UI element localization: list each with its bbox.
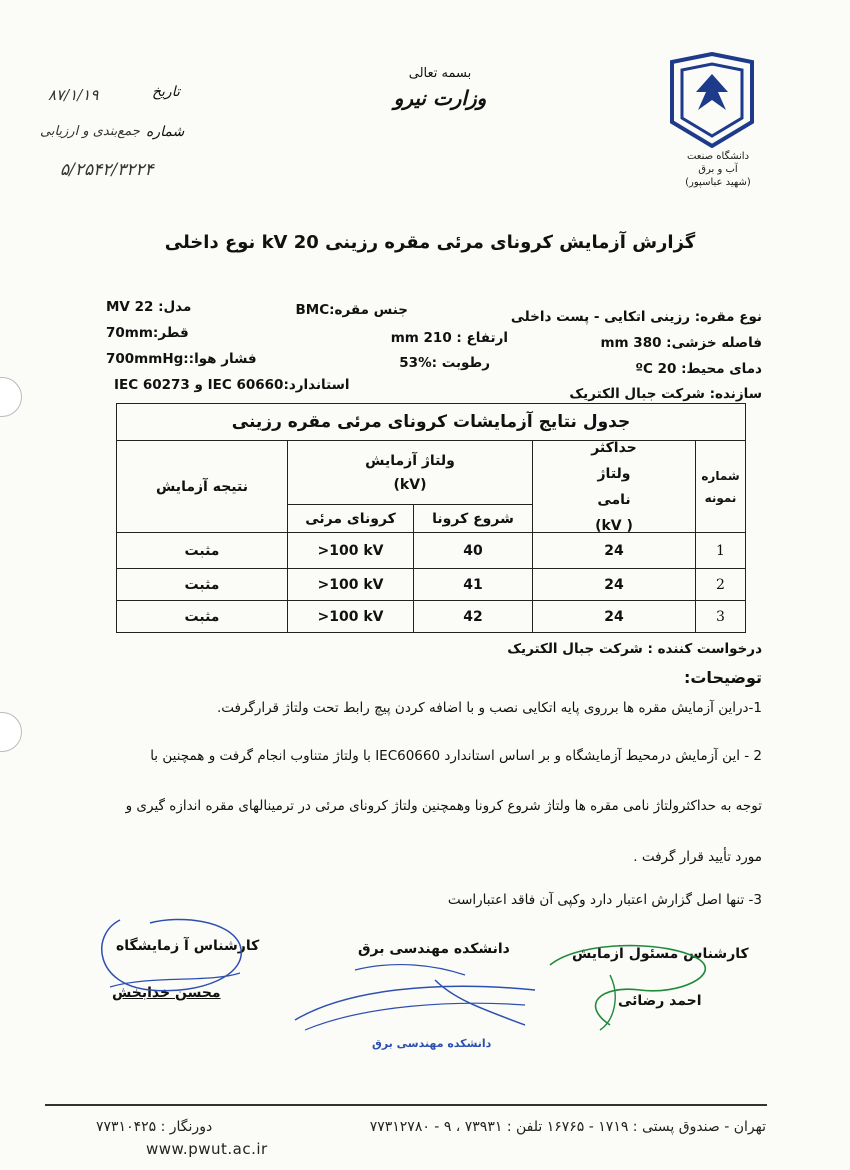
- notes-title: توضیحات:: [683, 668, 762, 687]
- humidity: رطوبت :%53: [399, 355, 490, 371]
- footer-divider: [45, 1104, 767, 1106]
- university-name-text: دانشگاه صنعت آب و برق: [686, 151, 750, 175]
- cell-sample-number: 3: [716, 608, 725, 625]
- cell-corona-onset: 40: [463, 542, 483, 559]
- header-test-result: نتیجه آزمایش: [156, 478, 248, 495]
- header-max-voltage: [533, 441, 695, 532]
- insulator-material: جنس مقره:BMC: [295, 302, 408, 318]
- lab-expert-signature-icon: [90, 905, 260, 1015]
- note-2-end: مورد تأیید قرار گرفت .: [633, 849, 762, 865]
- report-title: گزارش آزمایش کرونای مرئی مقره رزینی 20 kV نوع داخلی: [164, 232, 696, 253]
- responsible-expert-name: احمد رضائی: [618, 993, 702, 1009]
- responsible-expert-title: کارشناس مسئول آزمایش: [572, 946, 749, 962]
- punch-hole: [0, 377, 22, 417]
- university-logo-icon: [668, 52, 756, 148]
- header-sample-number: شماره نمونه: [701, 468, 740, 505]
- cell-sample-number: 1: [716, 542, 725, 559]
- cell-sample-number: 2: [716, 576, 725, 593]
- insulator-type: نوع مقره: رزینی اتکایی - پست داخلی: [510, 309, 762, 325]
- date-label: تاریخ: [152, 84, 180, 100]
- note-2: 2 - این آزمایش درمحیط آزمایشگاه و بر اساس استاندارد IEC60660 با ولتاژ متناوب انجام گرفت و همچنین با: [150, 748, 762, 764]
- header-corona-onset: شروع کرونا: [432, 510, 514, 527]
- number-value: جمع‌بندی و ارزیابی: [40, 124, 140, 139]
- cell-test-result: مثبت: [184, 608, 220, 625]
- header-test-voltage-label: ولتاژ آزمایش: [365, 452, 455, 469]
- header-test-voltage-unit: (kV): [393, 476, 427, 493]
- cell-visible-corona: >100 kV: [317, 608, 384, 625]
- table-caption: جدول نتایج آزمایشات کرونای مرئی مقره رزینی: [231, 412, 631, 432]
- cell-corona-onset: 41: [463, 576, 483, 593]
- responsible-signature-icon: [540, 935, 740, 1035]
- footer-website[interactable]: www.pwut.ac.ir: [146, 1140, 268, 1158]
- cell-max-voltage: 24: [604, 608, 624, 625]
- university-subtitle: (شهید عباسپور): [685, 177, 751, 188]
- creepage-distance: فاصله خزشی: 380 mm: [600, 335, 762, 351]
- note-3: 3- تنها اصل گزارش اعتبار دارد وکپی آن فاقد اعتباراست: [447, 892, 762, 908]
- header-max-voltage-label: حداکثر ولتاژ نامی: [591, 439, 637, 508]
- cell-max-voltage: 24: [604, 542, 624, 559]
- reference-number: ۵/۲۵۴۲/۳۲۲۴: [60, 160, 154, 180]
- cell-visible-corona: >100 kV: [317, 576, 384, 593]
- ambient-temperature: دمای محیط: 20 ºC: [635, 361, 762, 377]
- header-max-voltage-unit: (kV ): [595, 517, 633, 534]
- footer-fax: دورنگار : ۷۷۳۱۰۴۲۵: [96, 1119, 213, 1135]
- ministry-name: وزارت نیرو: [393, 86, 487, 110]
- lab-expert-name: محسن خدابخش: [112, 985, 221, 1001]
- height: ارتفاع : 210 mm: [390, 330, 508, 346]
- header-test-voltage: [288, 441, 532, 504]
- requester: درخواست کننده : شرکت جبال الکتریک: [507, 641, 762, 657]
- header-visible-corona: کرونای مرئی: [305, 510, 396, 527]
- date-value: ۸۷/۱/۱۹: [48, 86, 99, 104]
- note-2-cont: توجه به حداکثرولتاژ نامی مقره ها ولتاژ شروع کرونا وهمچنین ولتاژ کرونای مرئی در ترمینالهای مقره اندازه گیری و: [125, 798, 762, 814]
- punch-hole: [0, 712, 22, 752]
- basmala: بسمه تعالی: [408, 66, 472, 81]
- cell-test-result: مثبت: [184, 542, 220, 559]
- footer-address: تهران - صندوق پستی : ۱۷۱۹ - ۱۶۷۶۵ تلفن : ۷۳۹۳۱ ، ۹ - ۷۷۳۱۲۷۸۰: [369, 1119, 766, 1135]
- number-label: شماره: [146, 124, 185, 140]
- university-name: [680, 150, 756, 189]
- cell-corona-onset: 42: [463, 608, 483, 625]
- model: مدل: MV 22: [106, 299, 192, 315]
- cell-visible-corona: >100 kV: [317, 542, 384, 559]
- faculty-title: دانشکده مهندسی برق: [358, 941, 510, 957]
- cell-test-result: مثبت: [184, 576, 220, 593]
- results-table: [116, 403, 746, 633]
- note-1: 1-دراین آزمایش مقره ها برروی پایه اتکایی نصب و با اضافه کردن پیچ رابط تحت ولتاژ قرارگرفت.: [216, 700, 762, 716]
- faculty-stamp-text: دانشکده مهندسی برق: [372, 1037, 492, 1050]
- diameter: قطر:70mm: [106, 325, 189, 341]
- air-pressure: فشار هوا::700mmHg: [106, 351, 257, 367]
- manufacturer: سازنده: شرکت جبال الکتریک: [569, 386, 762, 402]
- standard: استاندارد:IEC 60660 و IEC 60273: [114, 377, 350, 393]
- cell-max-voltage: 24: [604, 576, 624, 593]
- lab-expert-title: کارشناس آ زمایشگاه: [116, 938, 260, 954]
